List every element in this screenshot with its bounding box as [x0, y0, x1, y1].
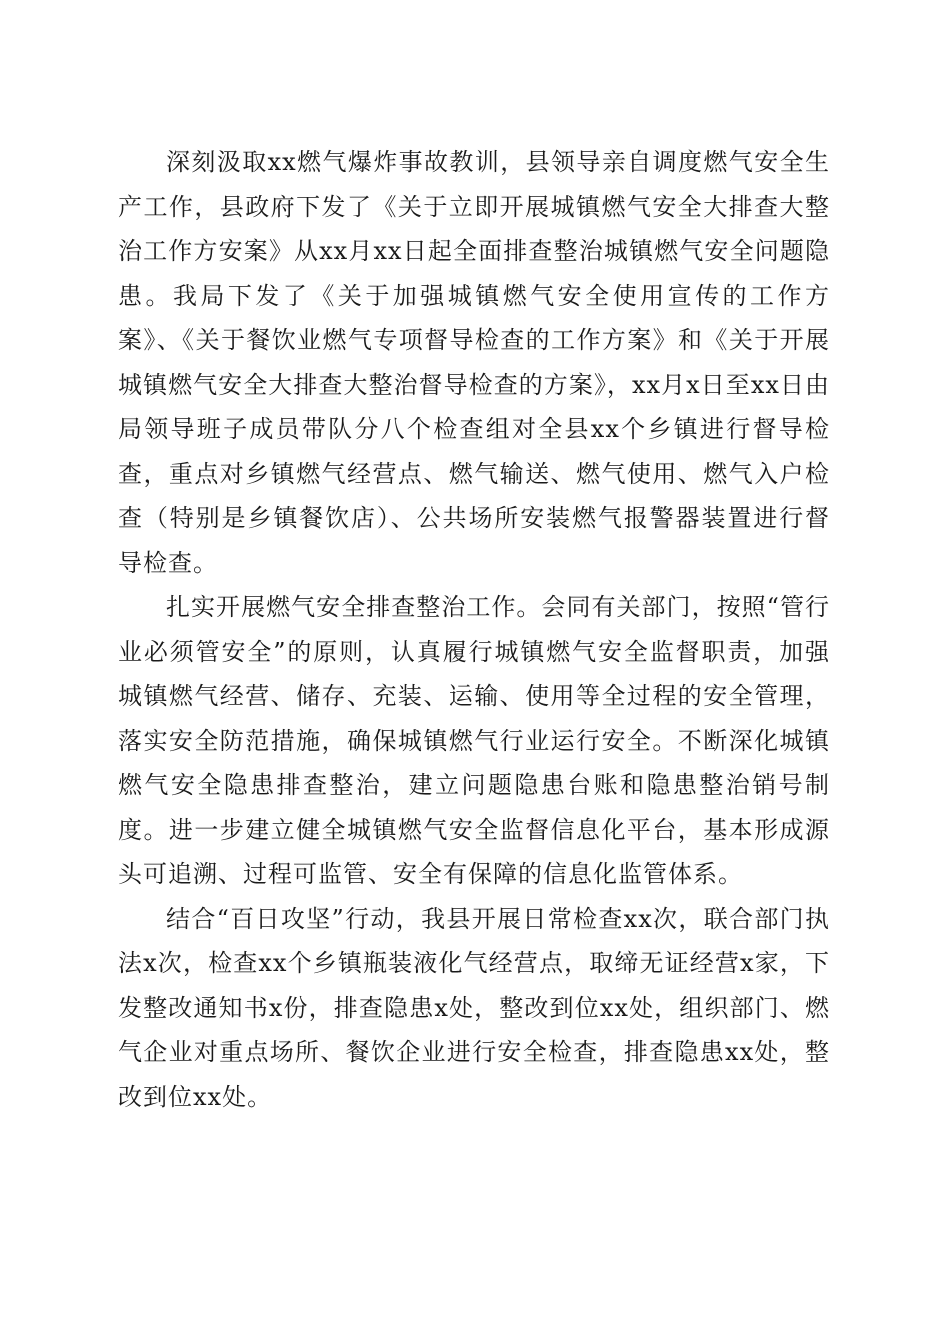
- paragraph-hundred-day-campaign: 结合“百日攻坚”行动，我县开展日常检查xx次，联合部门执法x次，检查xx个乡镇瓶装液化气经营点，取缔无证经营x家，下发整改通知书x份，排查隐患x处，整改到位xx处，组织部门、燃气企业对重点场所、餐饮企业进行安全检查，排查隐患xx处，整改到位xx处。: [118, 904, 830, 1111]
- paragraph-safety-inspection-work: 扎实开展燃气安全排查整治工作。会同有关部门，按照“管行业必须管安全”的原则，认真履行城镇燃气安全监督职责，加强城镇燃气经营、储存、充装、运输、使用等全过程的安全管理，落实安全防范措施，确保城镇燃气行业运行安全。不断深化城镇燃气安全隐患排查整治，建立问题隐患台账和隐患整治销号制度。进一步建立健全城镇燃气安全监督信息化平台，基本形成源头可追溯、过程可监管、安全有保障的信息化监管体系。: [118, 593, 830, 888]
- document-body: [118, 140, 830, 1119]
- paragraph-gas-explosion-lessons: 深刻汲取xx燃气爆炸事故教训，县领导亲自调度燃气安全生产工作，县政府下发了《关于立即开展城镇燃气安全大排查大整治工作方安案》从xx月xx日起全面排查整治城镇燃气安全问题隐患。我局下发了《关于加强城镇燃气安全使用宣传的工作方案》、《关于餐饮业燃气专项督导检查的工作方案》和《关于开展城镇燃气安全大排查大整治督导检查的方案》，xx月x日至xx日由局领导班子成员带队分八个检查组对全县xx个乡镇进行督导检查，重点对乡镇燃气经营点、燃气输送、燃气使用、燃气入户检查（特别是乡镇餐饮店）、公共场所安装燃气报警器装置进行督导检查。: [118, 148, 830, 577]
